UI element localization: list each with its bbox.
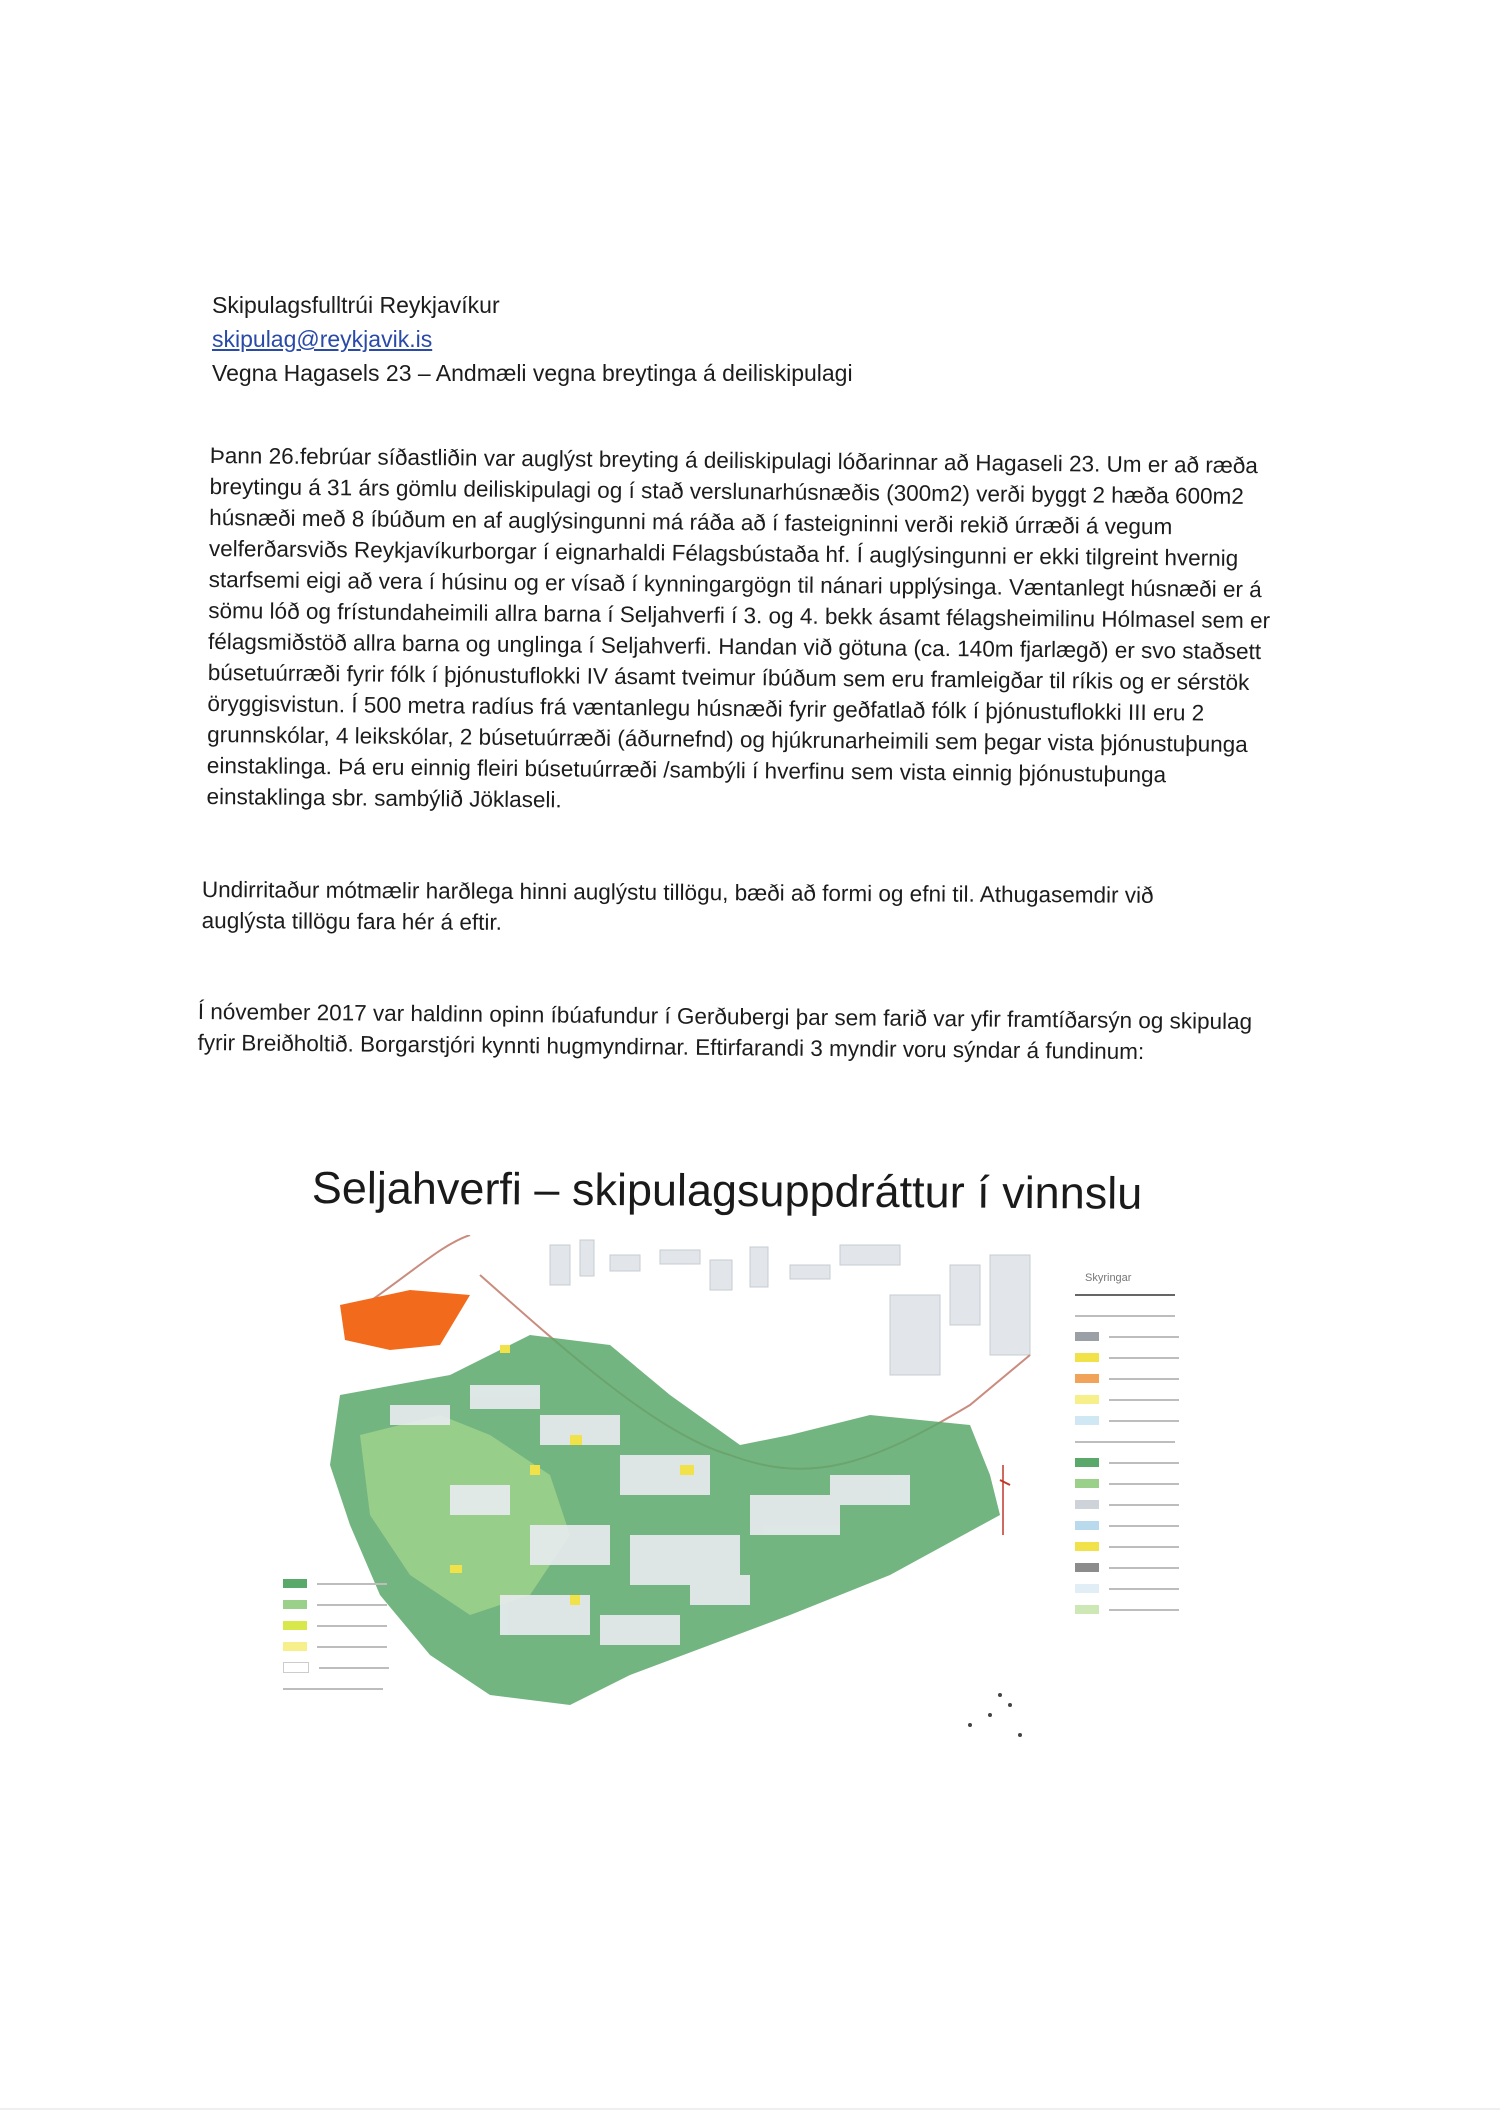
text-line: öryggisvistun. Í 500 metra radíus frá væntanlegu húsnæði fyrir geðfatlað fólk í þjónustuflokki III eru 2 [207, 690, 1205, 726]
legend-title: Skyringar [1085, 1272, 1132, 1284]
legend-row [1075, 1557, 1275, 1578]
scan-edge [0, 2108, 1500, 2110]
legend-swatch [1075, 1374, 1099, 1383]
paragraph-3 [197, 996, 1308, 1069]
legend-line [1109, 1420, 1179, 1422]
text-line: sömu lóð og frístundaheimili allra barna í Seljahverfi í 3. og 4. bekk ásamt félagsheimilinu Hólmasel sem er [208, 597, 1271, 634]
legend-swatch [1075, 1441, 1175, 1443]
legend-line [317, 1646, 387, 1648]
legend-row [283, 1636, 503, 1657]
legend-swatch [1075, 1332, 1099, 1341]
text-line: einstaklinga. Þá eru einnig fleiri búsetuúrræði /sambýli í hverfinu sem vista einnig þjónustuþunga [206, 752, 1167, 788]
text-line: auglýsta tillögu fara hér á eftir. [201, 907, 502, 935]
legend-row [283, 1573, 503, 1594]
legend-line [1109, 1546, 1179, 1548]
legend-line [317, 1583, 387, 1585]
legend-line [1109, 1567, 1179, 1569]
legend-swatch [1075, 1563, 1099, 1572]
legend-row [283, 1615, 503, 1636]
legend-swatch [1075, 1315, 1175, 1317]
subject-line: Vegna Hagasels 23 – Andmæli vegna breytinga á deiliskipulagi [212, 360, 853, 386]
legend-line [317, 1604, 387, 1606]
text-line: fyrir Breiðholtið. Borgarstjóri kynnti hugmyndirnar. Eftirfarandi 3 myndir voru sýndar á fundinum: [197, 1029, 1145, 1065]
map-title: Seljahverfi – skipulagsuppdráttur í vinnslu [311, 1162, 1143, 1219]
legend-row [1075, 1515, 1275, 1536]
legend-row [1075, 1284, 1275, 1305]
legend-line [1109, 1357, 1179, 1359]
legend-swatch [1075, 1353, 1099, 1362]
legend-row [283, 1657, 503, 1678]
text-line: starfsemi eigi að vera í húsinu og er vísað í kynningargögn til nánari upplýsinga. Væntanlegt húsnæði er á [208, 566, 1262, 603]
legend-swatch [1075, 1395, 1099, 1404]
legend-swatch [1075, 1458, 1099, 1467]
legend-row [1075, 1305, 1275, 1326]
legend-swatch [1075, 1500, 1099, 1509]
legend-line [1109, 1588, 1179, 1590]
legend-row [1075, 1326, 1275, 1347]
legend-row [1075, 1494, 1275, 1515]
legend-line [1109, 1462, 1179, 1464]
legend-row [1075, 1473, 1275, 1494]
text-line: Undirritaður mótmælir harðlega hinni auglýstu tillögu, bæði að formi og efni til. Athugasemdir við [201, 876, 1154, 908]
legend-row [283, 1678, 503, 1699]
legend-line [1109, 1504, 1179, 1506]
text-line: breytingu á 31 árs gömlu deiliskipulagi og í stað verslunarhúsnæðis (300m2) verði byggt 2 hæða 600m2 [209, 473, 1244, 509]
legend-line [317, 1625, 387, 1627]
legend-swatch [1075, 1584, 1099, 1593]
map-legend-left [283, 1573, 503, 1699]
legend-row [1075, 1599, 1275, 1620]
text-line: Í nóvember 2017 var haldinn opinn íbúafundur í Gerðubergi þar sem farið var yfir framtíðarsýn og skipulag [197, 998, 1253, 1035]
text-line: einstaklinga sbr. sambýlið Jöklaseli. [206, 783, 562, 813]
legend-line [1109, 1399, 1179, 1401]
legend-row [1075, 1368, 1275, 1389]
legend-line [1109, 1336, 1179, 1338]
legend-swatch [283, 1621, 307, 1630]
map-legend-right [1075, 1272, 1275, 1620]
legend-swatch [283, 1642, 307, 1651]
legend-line [1109, 1483, 1179, 1485]
legend-row [1075, 1410, 1275, 1431]
legend-line [319, 1667, 389, 1669]
legend-swatch [1075, 1605, 1099, 1614]
text-line: velferðarsviðs Reykjavíkurborgar í eignarhaldi Félagsbústaða hf. Í auglýsingunni er ekki tilgreint hvernig [208, 535, 1239, 571]
recipient-email[interactable]: skipulag@reykjavik.is [212, 326, 433, 352]
text-line: félagsmiðstöð allra barna og unglinga í Seljahverfi. Handan við götuna (ca. 140m fjarlægð) er svo staðsett [207, 628, 1262, 665]
legend-swatch [283, 1662, 309, 1673]
legend-row [1075, 1431, 1275, 1452]
recipient: Skipulagsfulltrúi Reykjavíkur [212, 292, 500, 318]
letter-header [212, 288, 853, 390]
legend-line [1109, 1378, 1179, 1380]
text-line: húsnæði með 8 íbúðum en af auglýsingunni má ráða að í fasteigninni verði rekið úrræði á vegum [209, 504, 1173, 540]
text-line: Þann 26.febrúar síðastliðin var auglýst breyting á deiliskipulagi lóðarinnar að Hagaseli 23. Um er að ræða [209, 442, 1259, 479]
legend-row [1075, 1452, 1275, 1473]
legend-line [283, 1688, 383, 1690]
text-line: grunnskólar, 4 leikskólar, 2 búsetuúrræði (áðurnefnd) og hjúkrunarheimili sem þegar vista þjónustuþunga [207, 721, 1248, 757]
legend-swatch [1075, 1479, 1099, 1488]
legend-row [1075, 1536, 1275, 1557]
legend-row [1075, 1389, 1275, 1410]
legend-row [283, 1594, 503, 1615]
legend-swatch [283, 1579, 307, 1588]
legend-line [1109, 1525, 1179, 1527]
legend-line [1109, 1609, 1179, 1611]
legend-swatch [1075, 1542, 1099, 1551]
paragraph-2 [202, 874, 1202, 942]
legend-row [1075, 1578, 1275, 1599]
legend-swatch [1075, 1416, 1099, 1425]
legend-row [1075, 1347, 1275, 1368]
legend-swatch [1075, 1294, 1175, 1296]
paragraph-1 [206, 440, 1300, 822]
text-line: búsetuúrræði fyrir fólk í þjónustuflokki IV ásamt tveimur íbúðum sem eru framleigðar til ríkis og er sérstök [207, 659, 1250, 695]
legend-swatch [283, 1600, 307, 1609]
legend-swatch [1075, 1521, 1099, 1530]
